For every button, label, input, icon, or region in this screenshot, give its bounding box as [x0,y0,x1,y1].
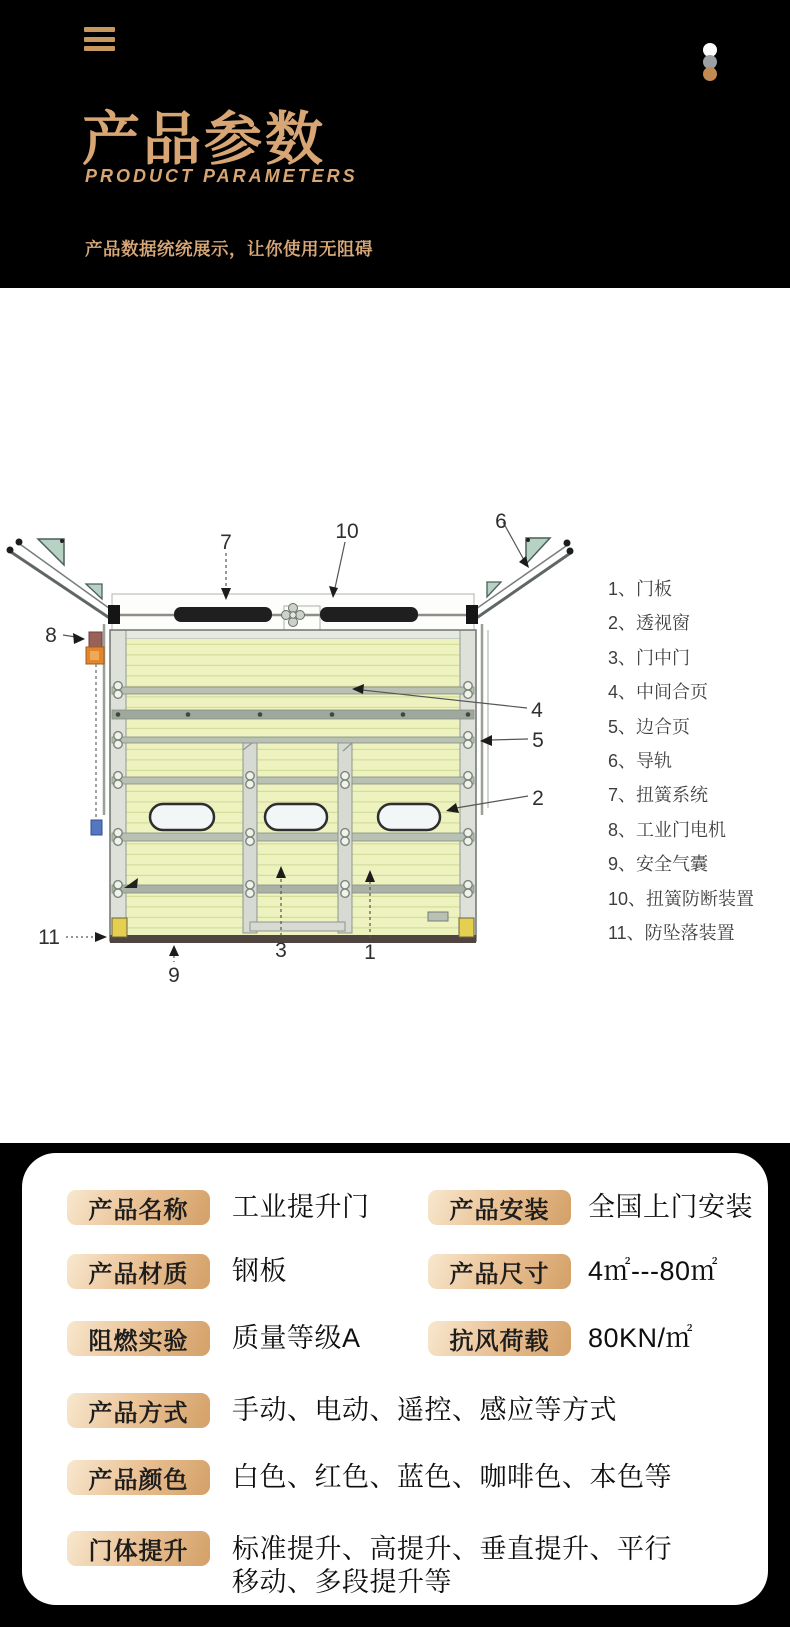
name-plate [428,912,448,921]
spec-card [22,1153,768,1605]
window [150,804,214,830]
legend-item: 5、边合页 [608,716,691,737]
spec-section [0,1143,790,1627]
panel-seam [112,833,474,841]
panel-seam [112,885,474,893]
spec-value: 全国上门安装 [588,1192,753,1222]
diagram-section [0,288,790,1143]
callout-8: 8 [45,624,57,647]
torsion-spring-left [174,607,272,622]
spec-value: 标准提升、高提升、垂直提升、平行移动、多段提升等 [232,1534,672,1597]
spec-label-badge: 产品颜色 [67,1460,210,1495]
legend-item: 1、门板 [608,579,673,599]
spec-value: 手动、电动、遥控、感应等方式 [232,1395,617,1425]
hinge-row [112,710,474,719]
page-header [0,0,790,288]
spec-label-badge: 产品材质 [67,1254,210,1289]
dot-tan[interactable] [703,67,717,81]
door-windows [150,804,440,830]
torsion-spring-right [320,607,418,622]
spec-label-badge: 抗风荷载 [428,1321,571,1356]
anti-drop-device-left [112,918,127,937]
spec-row [22,1321,768,1356]
hamburger-menu-icon[interactable] [84,27,115,51]
left-track [7,539,114,620]
chain-keeper [91,820,102,835]
callout-11: 11 [38,926,60,949]
spec-value: 4㎡---80㎡ [588,1256,719,1286]
legend-item: 8、工业门电机 [608,819,727,840]
tagline: 产品数据统统展示，让你使用无阻碍 [85,239,373,259]
callout-2: 2 [532,787,544,810]
callout-4: 4 [531,699,543,722]
top-frame-bar [112,630,474,639]
legend-item: 4、中间合页 [608,682,709,703]
callout-1: 1 [364,941,376,964]
panel-seam [112,777,474,784]
panel-seam [112,687,474,694]
pagination-dots[interactable] [703,45,717,81]
diagram-legend [608,572,754,950]
spec-row [22,1254,768,1289]
track-bracket [38,539,64,565]
legend-item: 7、扭簧系统 [608,785,709,806]
spec-label-badge: 产品安装 [428,1190,571,1225]
spec-value: 白色、红色、蓝色、咖啡色、本色等 [232,1462,672,1492]
legend-item: 11、防坠落装置 [608,923,735,944]
spec-value: 钢板 [232,1256,287,1286]
window [378,804,440,830]
spec-row [22,1190,768,1225]
callout-9: 9 [168,964,180,987]
spec-value: 80KN/㎡ [588,1323,694,1353]
legend-item: 10、扭簧防断装置 [608,888,755,909]
spec-row [22,1460,768,1495]
spec-label-badge: 阻燃实验 [67,1321,210,1356]
page-subtitle: PRODUCT PARAMETERS [85,166,358,186]
callout-3: 3 [275,939,287,962]
spec-value: 工业提升门 [232,1192,370,1222]
legend-item: 9、安全气囊 [608,854,709,875]
spec-label-badge: 产品方式 [67,1393,210,1428]
spec-value: 质量等级A [232,1323,361,1353]
track-bracket-small [487,582,501,597]
panel-seam [112,737,474,743]
spec-label-badge: 产品名称 [67,1190,210,1225]
callout-5: 5 [532,729,544,752]
legend-item: 2、透视窗 [608,613,691,634]
callout-6: 6 [495,510,507,533]
legend-item: 3、门中门 [608,647,691,668]
anti-drop-device-right [459,918,474,937]
spec-row [22,1531,768,1601]
spec-label-badge: 产品尺寸 [428,1254,571,1289]
right-track [473,538,574,619]
door-motor [86,632,104,664]
callout-7: 7 [220,531,232,554]
window [265,804,327,830]
callout-10: 10 [335,520,359,543]
spec-row [22,1393,768,1428]
page-title: 产品参数 [82,107,327,172]
spec-label-badge: 门体提升 [67,1531,210,1566]
legend-item: 6、导轨 [608,751,673,772]
